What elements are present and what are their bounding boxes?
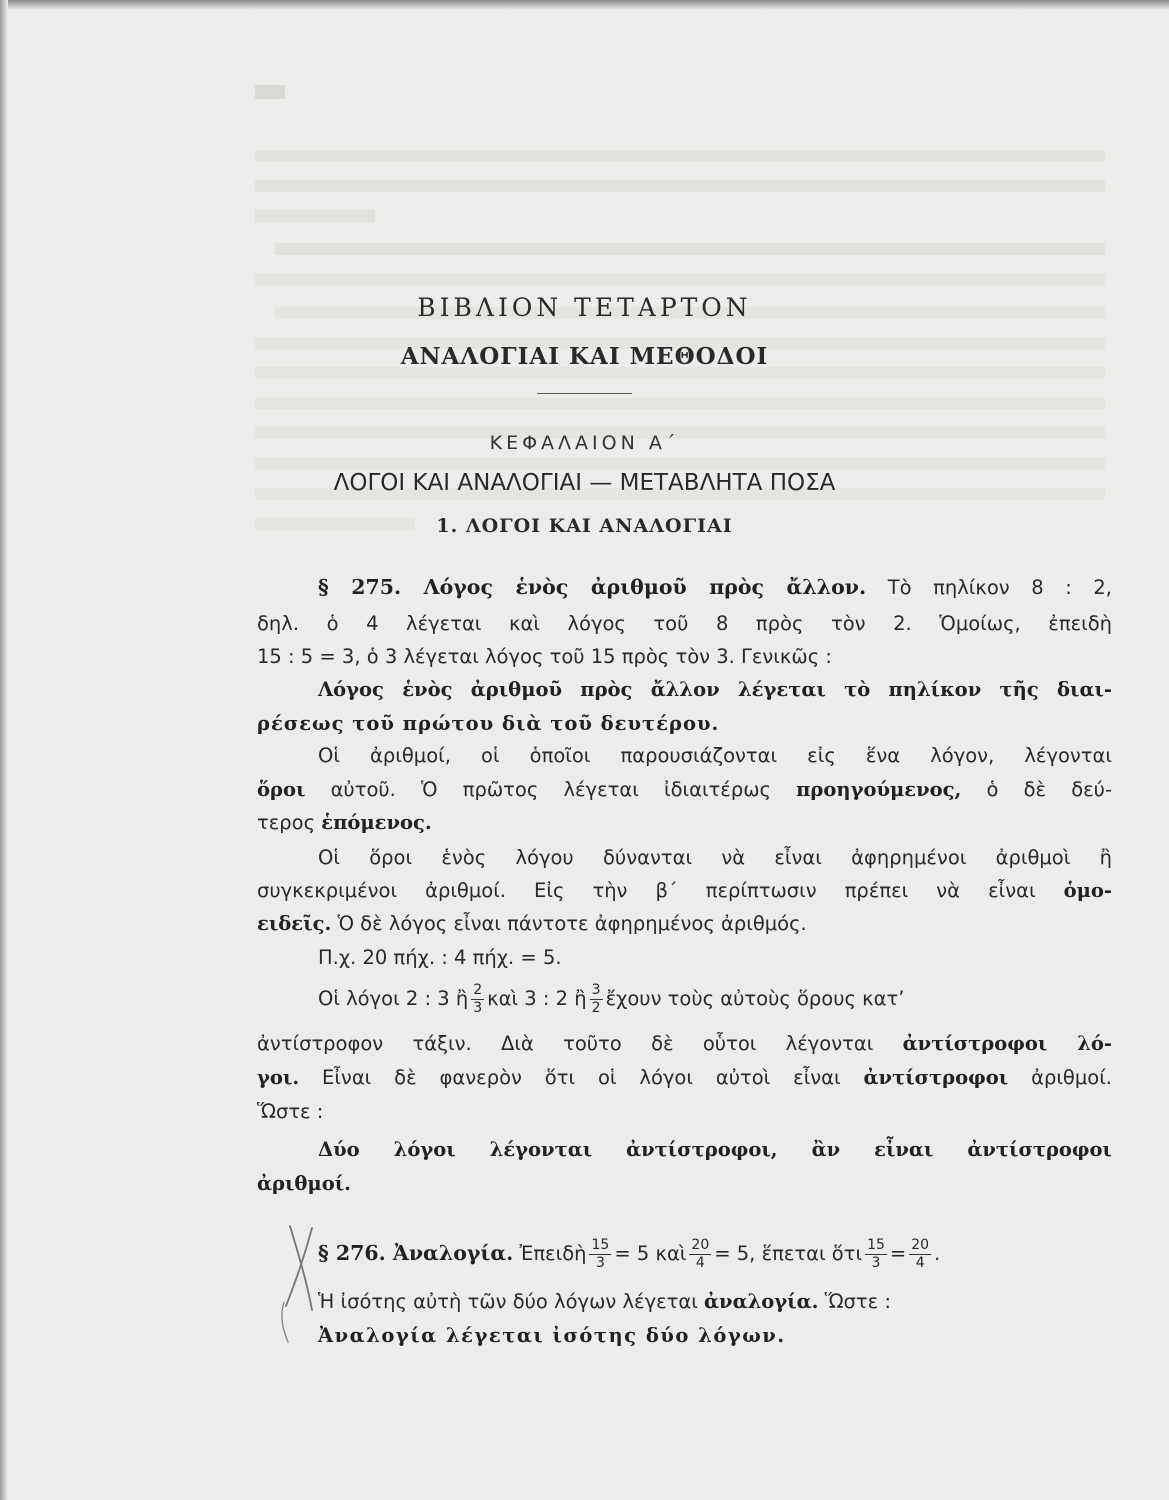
term-antistrofoi-logoi-part-1: ἀντίστροφοι λό- [902,1032,1112,1055]
p275-line-1 [318,575,1112,599]
inverse-line-2: ἀντίστροφον τάξιν. Διὰ τοῦτο δὲ οὗτοι λέγονται ἀντίστροφοι λό- [257,1032,1112,1055]
term-horoi: ὅροι [257,778,306,801]
term-omoeideis-part-1: ὁμο- [1063,879,1112,902]
page-edge-top [0,0,1169,10]
term-antistrofoi: ἀντίστροφοι [863,1066,1009,1089]
chapter-title: ΛΟΓΟΙ ΚΑΙ ΑΝΑΛΟΓΙΑΙ — ΜΕΤΑΒΛΗΤΑ ΠΟΣΑ [333,470,836,496]
book-subtitle: ΑΝΑΛΟΓΙΑΙ ΚΑΙ ΜΕΘΟΔΟΙ [400,343,769,370]
inverse-line-4: Ὥστε : [257,1100,324,1123]
proportion-definition: Ἀναλογία λέγεται ἰσότης δύο λόγων. [318,1324,786,1347]
chapter-label: ΚΕΦΑΛΑΙΟΝ Α΄ [489,432,680,454]
term-proigoumenos: προηγούμενος, [796,778,962,801]
fraction-15-over-3: $\frac{15}{3}$ [591,1237,610,1271]
ratio-definition-line-1: Λόγος ἑνὸς ἀριθμοῦ πρὸς ἄλλον λέγεται τὸ πηλίκον τῆς διαι- [318,678,1112,701]
p275-line-1-text: Τὸ πηλίκον 8 : 2, [866,576,1112,599]
term-analogia: ἀναλογία. [704,1290,819,1313]
terms-line-2: ὅροι αὐτοῦ. Ὁ πρῶτος λέγεται ἰδιαιτέρως προηγούμενος, ὁ δὲ δεύ- [257,778,1112,801]
p276-line-2: Ἡ ἰσότης αὐτὴ τῶν δύο λόγων λέγεται ἀναλογία. Ὥστε : [318,1290,891,1313]
fraction-20-over-4-b: $\frac{20}{4}$ [911,1237,930,1271]
kinds-line-3: ειδεῖς. Ὁ δὲ λόγος εἶναι πάντοτε ἀφηρημένος ἀριθμός. [257,912,807,935]
inverse-line-3: γοι. Εἶναι δὲ φανερὸν ὅτι οἱ λόγοι αὐτοὶ εἶναι ἀντίστροφοι ἀριθμοί. [257,1066,1112,1089]
terms-line-3: τερος ἑπόμενος. [257,811,432,834]
term-omoeideis-part-2: ειδεῖς. [257,912,332,935]
inverse-definition-line-2: ἀριθμοί. [257,1172,351,1195]
book-title: ΒΙΒΛΙΟΝ ΤΕΤΑΡΤΟΝ [417,293,752,322]
p275-line-2: δηλ. ὁ 4 λέγεται καὶ λόγος τοῦ 8 πρὸς τὸν 2. Ὁμοίως, ἐπειδὴ [257,612,1112,635]
section-title: 1. ΛΟΓΟΙ ΚΑΙ ΑΝΑΛΟΓΙΑΙ [436,515,733,537]
p276-line-1: § 276. Ἀναλογία. Ἐπειδὴ $\frac{15}{3}$ = 5 καὶ $\frac{20}{4}$ = 5, ἕπεται ὅτι $\frac{15}{3}$ = $\frac{20}{4}$ . [318,1237,941,1271]
page-edge-left [0,0,8,1500]
ratio-definition-line-2: ρέσεως τοῦ πρώτου διὰ τοῦ δευτέρου. [257,712,720,735]
inverse-line-1: Οἱ λόγοι 2 : 3 ἢ $\frac{2}{3}$ καὶ 3 : 2 ἢ $\frac{3}{2}$ ἔχουν τοὺς αὐτοὺς ὅρους κατ’ [318,982,905,1016]
term-epomenos: ἑπόμενος. [321,811,432,834]
title-rule [537,393,632,394]
inverse-definition-line-1: Δύο λόγοι λέγονται ἀντίστροφοι, ἂν εἶναι ἀντίστροφοι [318,1138,1112,1161]
fraction-20-over-4: $\frac{20}{4}$ [691,1237,710,1271]
fraction-15-over-3-b: $\frac{15}{3}$ [867,1237,885,1271]
example-line: Π.χ. 20 πήχ. : 4 πήχ. = 5. [318,946,562,969]
terms-line-1: Οἱ ἀριθμοί, οἱ ὁποῖοι παρουσιάζονται εἰς ἕνα λόγον, λέγονται [318,744,1112,767]
kinds-line-2: συγκεκριμένοι ἀριθμοί. Εἰς τὴν β΄ περίπτωσιν πρέπει νὰ εἶναι ὁμο- [257,879,1112,902]
fraction-3-over-2: $\frac{3}{2}$ [591,982,601,1016]
kinds-line-1: Οἱ ὅροι ἑνὸς λόγου δύνανται νὰ εἶναι ἀφηρημένοι ἀριθμοὶ ἢ [318,846,1112,869]
term-antistrofoi-logoi-part-2: γοι. [257,1066,300,1089]
p276-heading: § 276. Ἀναλογία. [318,1241,514,1265]
p275-heading: § 275. Λόγος ἑνὸς ἀριθμοῦ πρὸς ἄλλον. [318,575,867,599]
fraction-2-over-3: $\frac{2}{3}$ [473,982,483,1016]
p275-line-3: 15 : 5 = 3, ὁ 3 λέγεται λόγος τοῦ 15 πρὸς τὸν 3. Γενικῶς : [257,645,832,668]
